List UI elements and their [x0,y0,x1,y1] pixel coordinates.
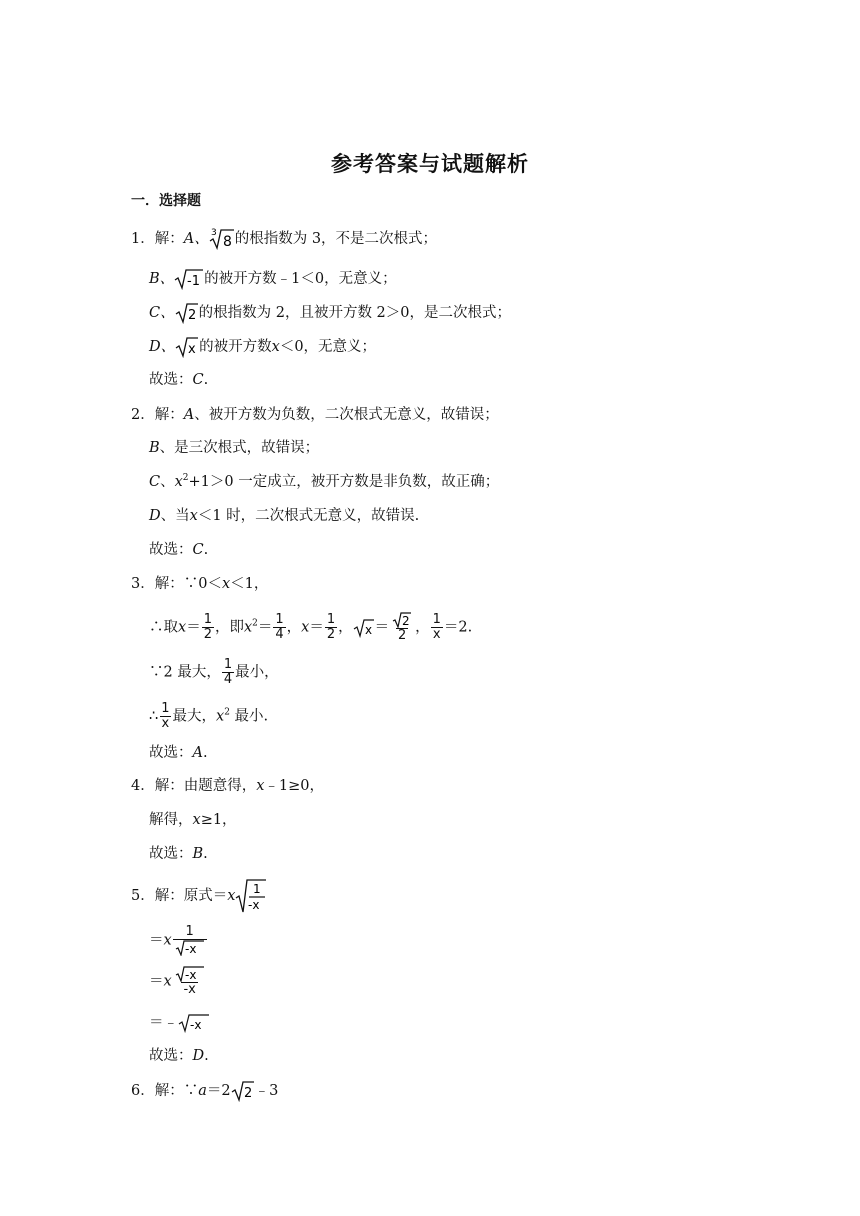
sqrt-neg-x [178,1013,210,1033]
svg-text:x: x [188,342,196,357]
svg-text:-1: -1 [187,274,201,289]
cube-root-8 [209,227,235,251]
q2-line-d: D、当x＜1 时，二次根式无意义，故错误. [149,508,420,524]
q6-number: 6．解： [131,1083,184,1099]
q1-line-c: C、 2 的根指数为 2，且被开方数 2＞0，是二次根式； [149,302,511,324]
sqrt-one-over-neg-x [235,878,267,914]
q6-line-1: 6．解：∵a＝2 2 ﹣3 [131,1080,278,1102]
q4-number: 4．解： [131,778,184,794]
fraction-one-half-2: $\frac{1}{2}$ [326,612,336,642]
svg-text:-x: -x [184,968,197,982]
q5-line-1: 5．解：原式＝x 1 -x [131,878,267,914]
svg-text:2: 2 [243,1086,252,1101]
q5-answer: 故选：D. [149,1048,209,1064]
q4-line-1: 4．解：由题意得，x﹣1≥0， [131,778,325,794]
sqrt-neg-1 [174,268,204,290]
fraction-one-half: $\frac{1}{2}$ [203,612,212,642]
q3-line-2: ∴取x＝ $\frac{1}{2}$ ，即$x^2=$ $\frac{1}{4}$ ，x＝ $\frac{1}{2}$ ， x ＝ $\frac{2}{2}$ ， $\frac{1}{x}$ ＝2. [149,612,473,643]
sqrt-x [175,336,199,358]
svg-text:8: 8 [222,234,232,250]
q3-line-4: ∴ $\frac{1}{x}$ 最大，$x^2$ 最小. [149,701,269,731]
q1-answer: 故选：C. [149,372,209,388]
sqrt-2-q6 [231,1080,255,1102]
q4-line-2: 解得，x≥1， [149,812,237,828]
fraction-one-over-x: $\frac{1}{x}$ [432,612,441,642]
q5-line-4: ＝﹣ -x [149,1013,210,1033]
q2-answer: 故选：C. [149,542,209,558]
fraction-one-quarter-2: $\frac{1}{4}$ [223,657,233,687]
fraction-one-over-sqrt-neg-x: $\frac{1}{-x}$ [173,925,207,956]
q3-line-3: ∵2 最大， $\frac{1}{4}$ 最小， [149,657,279,687]
q1-line-a: 1．解：A、 3 8 的根指数为 3，不是二次根式； [131,228,438,250]
svg-text:3: 3 [210,228,217,238]
svg-text:-x: -x [190,1018,202,1032]
q5-line-2: ＝x $\frac{1}{-x}$ [149,925,208,956]
q4-answer: 故选：B. [149,846,208,862]
fraction-sqrt-neg-x-over-neg-x: $\frac{-x}{-x}$ [173,966,207,997]
q3-number: 3．解： [131,576,184,592]
q3-answer: 故选：A. [149,745,208,761]
q1-line-d: D、 x 的被开方数x＜0，无意义； [149,336,376,358]
svg-text:2: 2 [402,614,410,628]
q2-line-a: 2．解：A、被开方数为负数，二次根式无意义，故错误； [131,407,499,423]
svg-text:2: 2 [187,308,196,323]
q1-number: 1．解： [131,231,184,247]
q5-line-3: ＝x $\frac{-x}{-x}$ [149,966,208,997]
fraction-one-quarter: $\frac{1}{4}$ [275,612,284,642]
page-title: 参考答案与试题解析 [331,152,529,176]
sqrt-2 [175,302,199,324]
svg-text:1: 1 [253,882,262,896]
section-heading: 一．选择题 [131,193,201,209]
q2-number: 2．解： [131,407,184,423]
fraction-sqrt2-over-2: $\frac{2}{2}$ [390,612,414,643]
q5-number: 5．解： [131,888,184,904]
svg-text:-x: -x [248,898,260,912]
q1-line-b: B、 -1 的被开方数﹣1＜0，无意义； [149,268,397,290]
fraction-one-over-x-2: $\frac{1}{x}$ [161,701,170,731]
q2-line-c: C、$x^2+1>0$ 一定成立，被开方数是非负数，故正确； [149,473,500,490]
q3-line-1: 3．解：∵0＜x＜1， [131,576,269,592]
sqrt-x-q3 [353,618,375,638]
svg-text:-x: -x [184,942,197,956]
svg-text:x: x [364,622,372,637]
q2-line-b: B、是三次根式，故错误； [149,440,320,456]
